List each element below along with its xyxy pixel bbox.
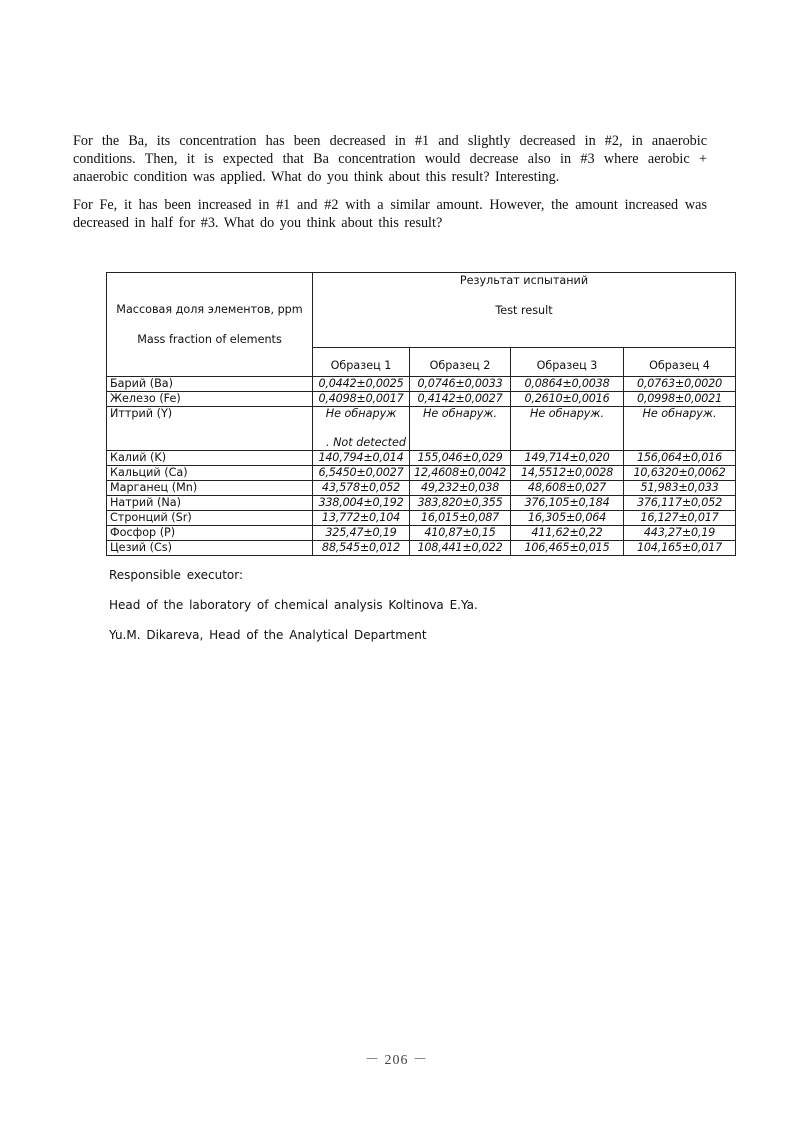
value-cell: 51,983±0,033 [624, 481, 736, 496]
element-header-ru: Массовая доля элементов, ppm [116, 302, 303, 316]
table-row-ca [107, 466, 736, 481]
responsible-executor-label: Responsible executor: [109, 568, 244, 582]
table-row-fe [107, 392, 736, 407]
element-name: Калий (K) [107, 451, 313, 466]
sample-header-4: Образец 4 [624, 348, 736, 377]
value-cell: 88,545±0,012 [313, 541, 410, 556]
value-cell: 0,2610±0,0016 [511, 392, 624, 407]
value-cell: 376,117±0,052 [624, 496, 736, 511]
value-cell: 16,127±0,017 [624, 511, 736, 526]
value-cell: 0,0998±0,0021 [624, 392, 736, 407]
element-name: Натрий (Na) [107, 496, 313, 511]
element-header-en: Mass fraction of elements [137, 332, 282, 346]
value-cell: 0,0763±0,0020 [624, 377, 736, 392]
element-name: Железо (Fe) [107, 392, 313, 407]
value-cell: 49,232±0,038 [410, 481, 511, 496]
element-name: Цезий (Cs) [107, 541, 313, 556]
test-result-header-ru: Результат испытаний [459, 274, 589, 287]
sample-header-3: Образец 3 [511, 348, 624, 377]
test-results-table [106, 272, 736, 556]
value-cell: 16,305±0,064 [511, 511, 624, 526]
value-cell: 0,0442±0,0025 [313, 377, 410, 392]
value-cell: 325,47±0,19 [313, 526, 410, 541]
element-name: Фосфор (P) [107, 526, 313, 541]
lab-head-signature: Head of the laboratory of chemical analysis Koltinova E.Ya. [109, 598, 478, 612]
sample-header-2: Образец 2 [410, 348, 511, 377]
value-cell: 0,4142±0,0027 [410, 392, 511, 407]
table-row-y [107, 407, 736, 451]
value-cell: 48,608±0,027 [511, 481, 624, 496]
value-cell: 376,105±0,184 [511, 496, 624, 511]
value-cell: 338,004±0,192 [313, 496, 410, 511]
value-cell: 0,0864±0,0038 [511, 377, 624, 392]
test-result-header [313, 273, 736, 348]
value-cell: 16,015±0,087 [410, 511, 511, 526]
not-detected-cell: Не обнаруж. [624, 407, 736, 451]
value-cell: 410,87±0,15 [410, 526, 511, 541]
value-cell: 13,772±0,104 [313, 511, 410, 526]
value-cell: 149,714±0,020 [511, 451, 624, 466]
paragraph-fe-comment: For Fe, it has been increased in #1 and #2 with a similar amount. However, the amount increased was decreased in half for #3. What do you think about this result? [73, 197, 707, 231]
not-detected-cell: Не обнаруж. [511, 407, 624, 451]
not-detected-ru: Не обнаруж [325, 407, 397, 420]
value-cell: 10,6320±0,0062 [624, 466, 736, 481]
table-row-ba [107, 377, 736, 392]
value-cell: 14,5512±0,0028 [511, 466, 624, 481]
element-name: Кальций (Ca) [107, 466, 313, 481]
department-head-signature: Yu.M. Dikareva, Head of the Analytical Department [109, 628, 427, 642]
page-number: － 206 － [365, 1053, 428, 1068]
value-cell: 106,465±0,015 [511, 541, 624, 556]
element-name: Стронций (Sr) [107, 511, 313, 526]
value-cell: 411,62±0,22 [511, 526, 624, 541]
value-cell: 6,5450±0,0027 [313, 466, 410, 481]
value-cell: 156,064±0,016 [624, 451, 736, 466]
paragraph-ba-comment: For the Ba, its concentration has been decreased in #1 and slightly decreased in #2, in anaerobic conditions. Then, it is expected that Ba concentration would decrease also in #3 where aerobic + anaerobic condition was applied. What do you think about this result? Interesting. [73, 133, 707, 185]
value-cell: 0,0746±0,0033 [410, 377, 511, 392]
value-cell: 108,441±0,022 [410, 541, 511, 556]
table-row-k [107, 451, 736, 466]
value-cell: 12,4608±0,0042 [410, 466, 511, 481]
value-cell: 443,27±0,19 [624, 526, 736, 541]
table-row-sr [107, 511, 736, 526]
not-detected-cell [313, 407, 410, 451]
element-name: Марганец (Mn) [107, 481, 313, 496]
value-cell: 383,820±0,355 [410, 496, 511, 511]
not-detected-cell: Не обнаруж. [410, 407, 511, 451]
table-row-na [107, 496, 736, 511]
value-cell: 43,578±0,052 [313, 481, 410, 496]
sample-header-1: Образец 1 [313, 348, 410, 377]
value-cell: 140,794±0,014 [313, 451, 410, 466]
element-name: Барий (Ba) [107, 377, 313, 392]
value-cell: 0,4098±0,0017 [313, 392, 410, 407]
table-row-p [107, 526, 736, 541]
value-cell: 104,165±0,017 [624, 541, 736, 556]
not-detected-en: . Not detected [325, 436, 406, 449]
test-result-header-en: Test result [495, 304, 553, 317]
table-row-mn [107, 481, 736, 496]
element-column-header [107, 273, 313, 377]
table-row-cs [107, 541, 736, 556]
value-cell: 155,046±0,029 [410, 451, 511, 466]
element-name: Иттрий (Y) [107, 407, 313, 451]
